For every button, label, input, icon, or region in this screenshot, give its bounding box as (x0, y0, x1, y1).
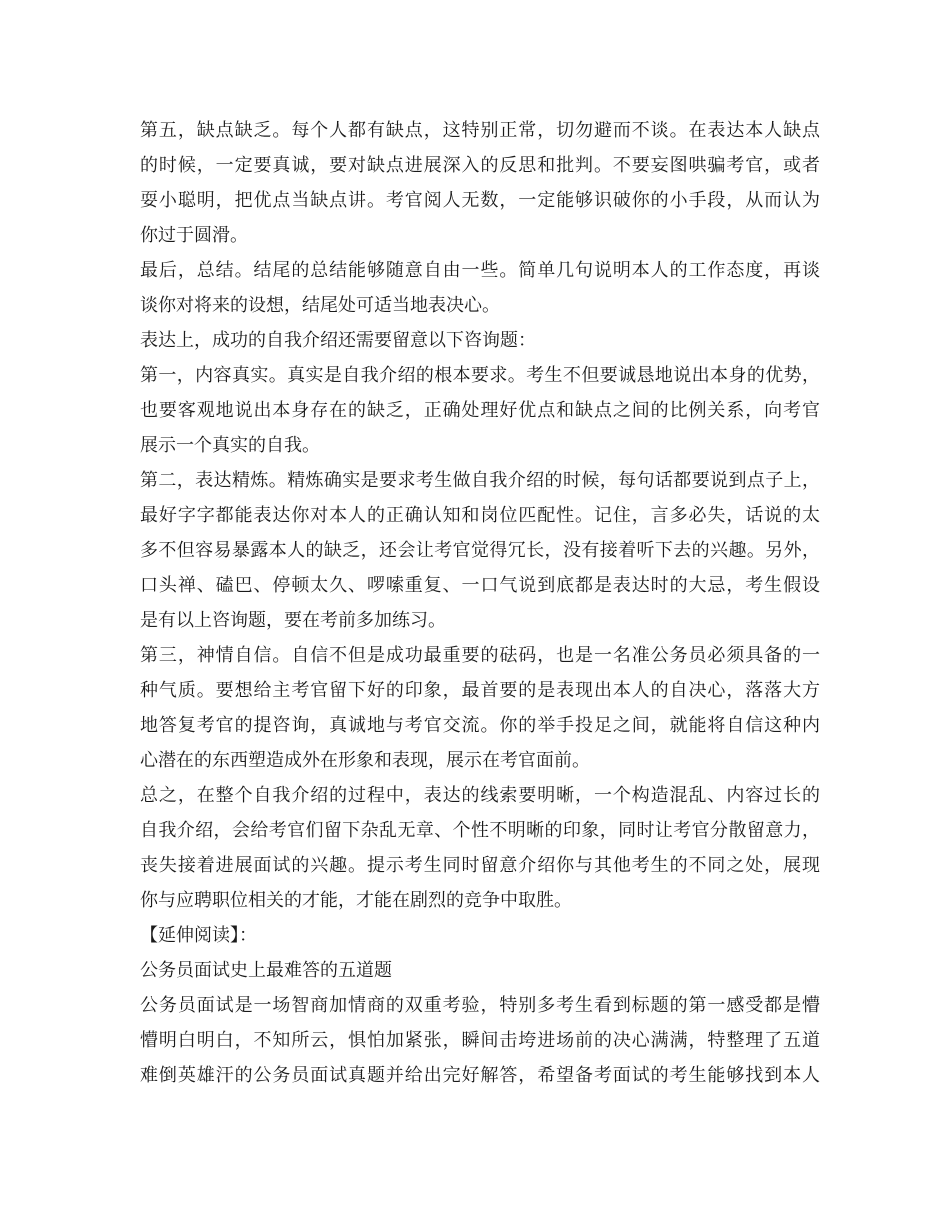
document-body (140, 113, 820, 1093)
text-line: 丧失接着进展面试的兴趣。提示考生同时留意介绍你与其他考生的不同之处，展现 (140, 855, 820, 876)
text-line: 也要客观地说出本身存在的缺乏，正确处理好优点和缺点之间的比例关系，向考官 (140, 400, 820, 421)
text-line: 第二，表达精炼。精炼确实是要求考生做自我介绍的时候，每句话都要说到点子上， (140, 470, 820, 491)
text-line: 是有以上咨询题，要在考前多加练习。 (140, 610, 446, 631)
text-line: 第五，缺点缺乏。每个人都有缺点，这特别正常，切勿避而不谈。在表达本人缺点 (140, 120, 820, 141)
text-line: 最后，总结。结尾的总结能够随意自由一些。简单几句说明本人的工作态度，再谈 (140, 260, 820, 281)
text-line: 第一，内容真实。真实是自我介绍的根本要求。考生不但要诚恳地说出本身的优势， (140, 365, 820, 386)
text-line: 种气质。要想给主考官留下好的印象，最首要的是表现出本人的自决心，落落大方 (140, 680, 820, 701)
text-line: 公务员面试是一场智商加情商的双重考验，特别多考生看到标题的第一感受都是懵 (140, 995, 820, 1016)
text-line: 的时候，一定要真诚，要对缺点进展深入的反思和批判。不要妄图哄骗考官，或者 (140, 155, 820, 176)
text-line: 难倒英雄汗的公务员面试真题并给出完好解答，希望备考面试的考生能够找到本人 (140, 1065, 820, 1086)
text-line: 多不但容易暴露本人的缺乏，还会让考官觉得冗长，没有接着听下去的兴趣。另外， (140, 540, 820, 561)
text-line: 【延伸阅读】： (140, 925, 257, 946)
text-line: 自我介绍，会给考官们留下杂乱无章、个性不明晰的印象，同时让考官分散留意力， (140, 820, 820, 841)
text-line: 你与应聘职位相关的才能，才能在剧烈的竞争中取胜。 (140, 890, 572, 911)
text-line: 你过于圆滑。 (140, 225, 248, 246)
text-line: 展示一个真实的自我。 (140, 435, 320, 456)
text-line: 最好字字都能表达你对本人的正确认知和岗位匹配性。记住，言多必失，话说的太 (140, 505, 820, 526)
text-line: 谈你对将来的设想，结尾处可适当地表决心。 (140, 295, 500, 316)
text-line: 表达上，成功的自我介绍还需要留意以下咨询题： (140, 330, 536, 351)
text-line: 口头禅、磕巴、停顿太久、啰嗦重复、一口气说到底都是表达时的大忌，考生假设 (140, 575, 820, 596)
text-line: 懵明白明白，不知所云，惧怕加紧张，瞬间击垮进场前的决心满满，特整理了五道 (140, 1030, 820, 1051)
text-line: 总之，在整个自我介绍的过程中，表达的线索要明晰，一个构造混乱、内容过长的 (140, 785, 820, 806)
text-line: 公务员面试史上最难答的五道题 (140, 960, 392, 981)
text-line: 耍小聪明，把优点当缺点讲。考官阅人无数，一定能够识破你的小手段，从而认为 (140, 190, 820, 211)
text-line: 心潜在的东西塑造成外在形象和表现，展示在考官面前。 (140, 750, 590, 771)
text-line: 第三，神情自信。自信不但是成功最重要的砝码，也是一名准公务员必须具备的一 (140, 645, 820, 666)
text-line: 地答复考官的提咨询，真诚地与考官交流。你的举手投足之间，就能将自信这种内 (140, 715, 820, 736)
